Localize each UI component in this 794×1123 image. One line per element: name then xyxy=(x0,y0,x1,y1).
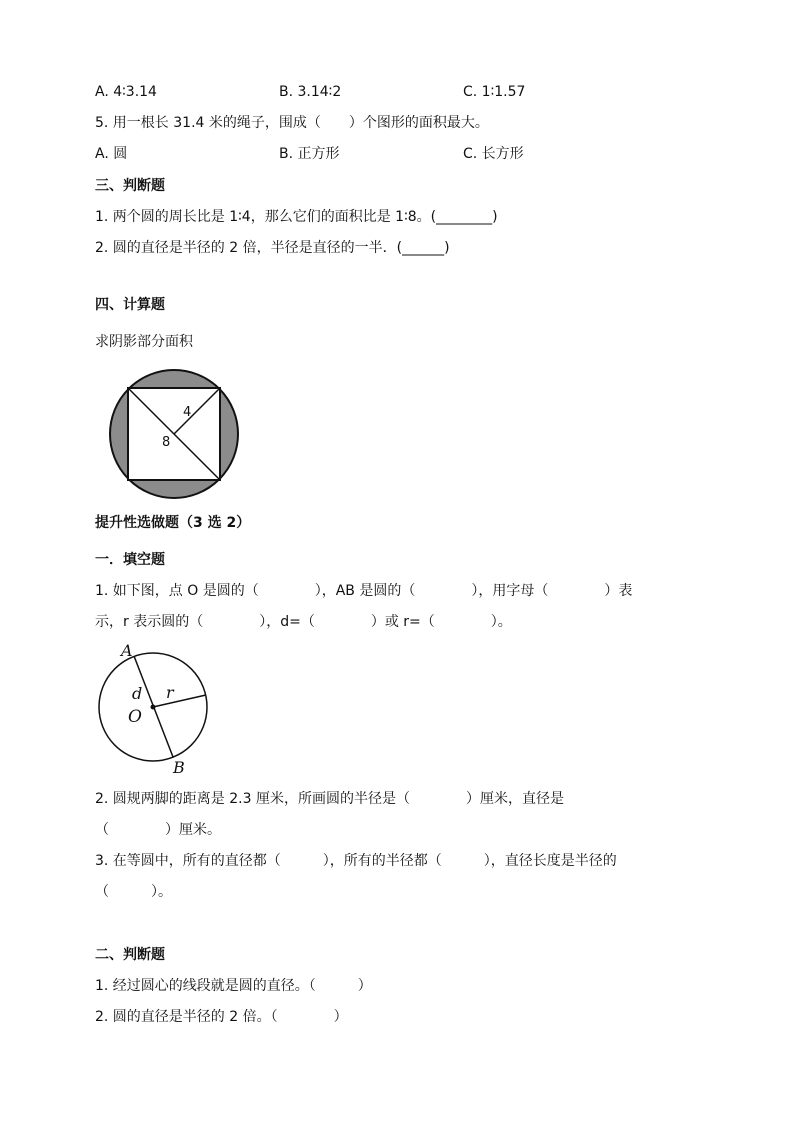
label-r: r xyxy=(166,683,174,702)
label-d: d xyxy=(132,684,143,703)
q5-option-c: C. 长方形 xyxy=(463,146,524,162)
advanced-title: 提升性选做题（3 选 2） xyxy=(95,515,251,531)
center-point xyxy=(151,705,156,710)
label-8: 8 xyxy=(162,435,171,450)
section3-title: 三、判断题 xyxy=(95,178,165,194)
section3-q2: 2. 圆的直径是半径的 2 倍，半径是直径的一半．(______) xyxy=(95,240,450,256)
circle-diagram xyxy=(92,640,222,780)
fill-q3-line2: （ ）。 xyxy=(95,884,172,900)
q4-option-b: B. 3.14∶2 xyxy=(279,84,342,100)
fill-q2-line1: 2. 圆规两脚的距离是 2.3 厘米，所画圆的半径是（ ）厘米，直径是 xyxy=(95,791,564,807)
judge-title: 二、判断题 xyxy=(95,947,165,963)
label-b: B xyxy=(173,758,185,777)
fill-q1-line1: 1. 如下图，点 O 是圆的（ ），AB 是圆的（ ），用字母（ ）表 xyxy=(95,583,633,599)
judge-q1: 1. 经过圆心的线段就是圆的直径。（ ） xyxy=(95,978,372,994)
section4-title: 四、计算题 xyxy=(95,297,165,313)
fill-q3-line1: 3. 在等圆中，所有的直径都（ ），所有的半径都（ ），直径长度是半径的 xyxy=(95,853,617,869)
q5-option-a: A. 圆 xyxy=(95,146,128,162)
fill-q2-line2: （ ）厘米。 xyxy=(95,822,221,838)
judge-q2: 2. 圆的直径是半径的 2 倍。（ ） xyxy=(95,1009,348,1025)
q4-option-a: A. 4∶3.14 xyxy=(95,84,157,100)
section4-prompt: 求阴影部分面积 xyxy=(95,334,193,350)
section3-q1: 1. 两个圆的周长比是 1∶4，那么它们的面积比是 1∶8。(________) xyxy=(95,209,498,225)
label-a: A xyxy=(121,641,133,660)
label-4: 4 xyxy=(183,405,192,420)
label-o: O xyxy=(128,707,142,727)
q4-option-c: C. 1∶1.57 xyxy=(463,84,526,100)
fill-q1-line2: 示，r 表示圆的（ ），d=（ ）或 r=（ ）。 xyxy=(95,614,512,630)
fill-title: 一．填空题 xyxy=(95,552,165,568)
q5-option-b: B. 正方形 xyxy=(279,146,340,162)
q5-stem: 5. 用一根长 31.4 米的绳子，围成（ ）个图形的面积最大。 xyxy=(95,115,489,131)
shaded-area-figure xyxy=(100,364,250,504)
radius-r xyxy=(153,695,206,707)
